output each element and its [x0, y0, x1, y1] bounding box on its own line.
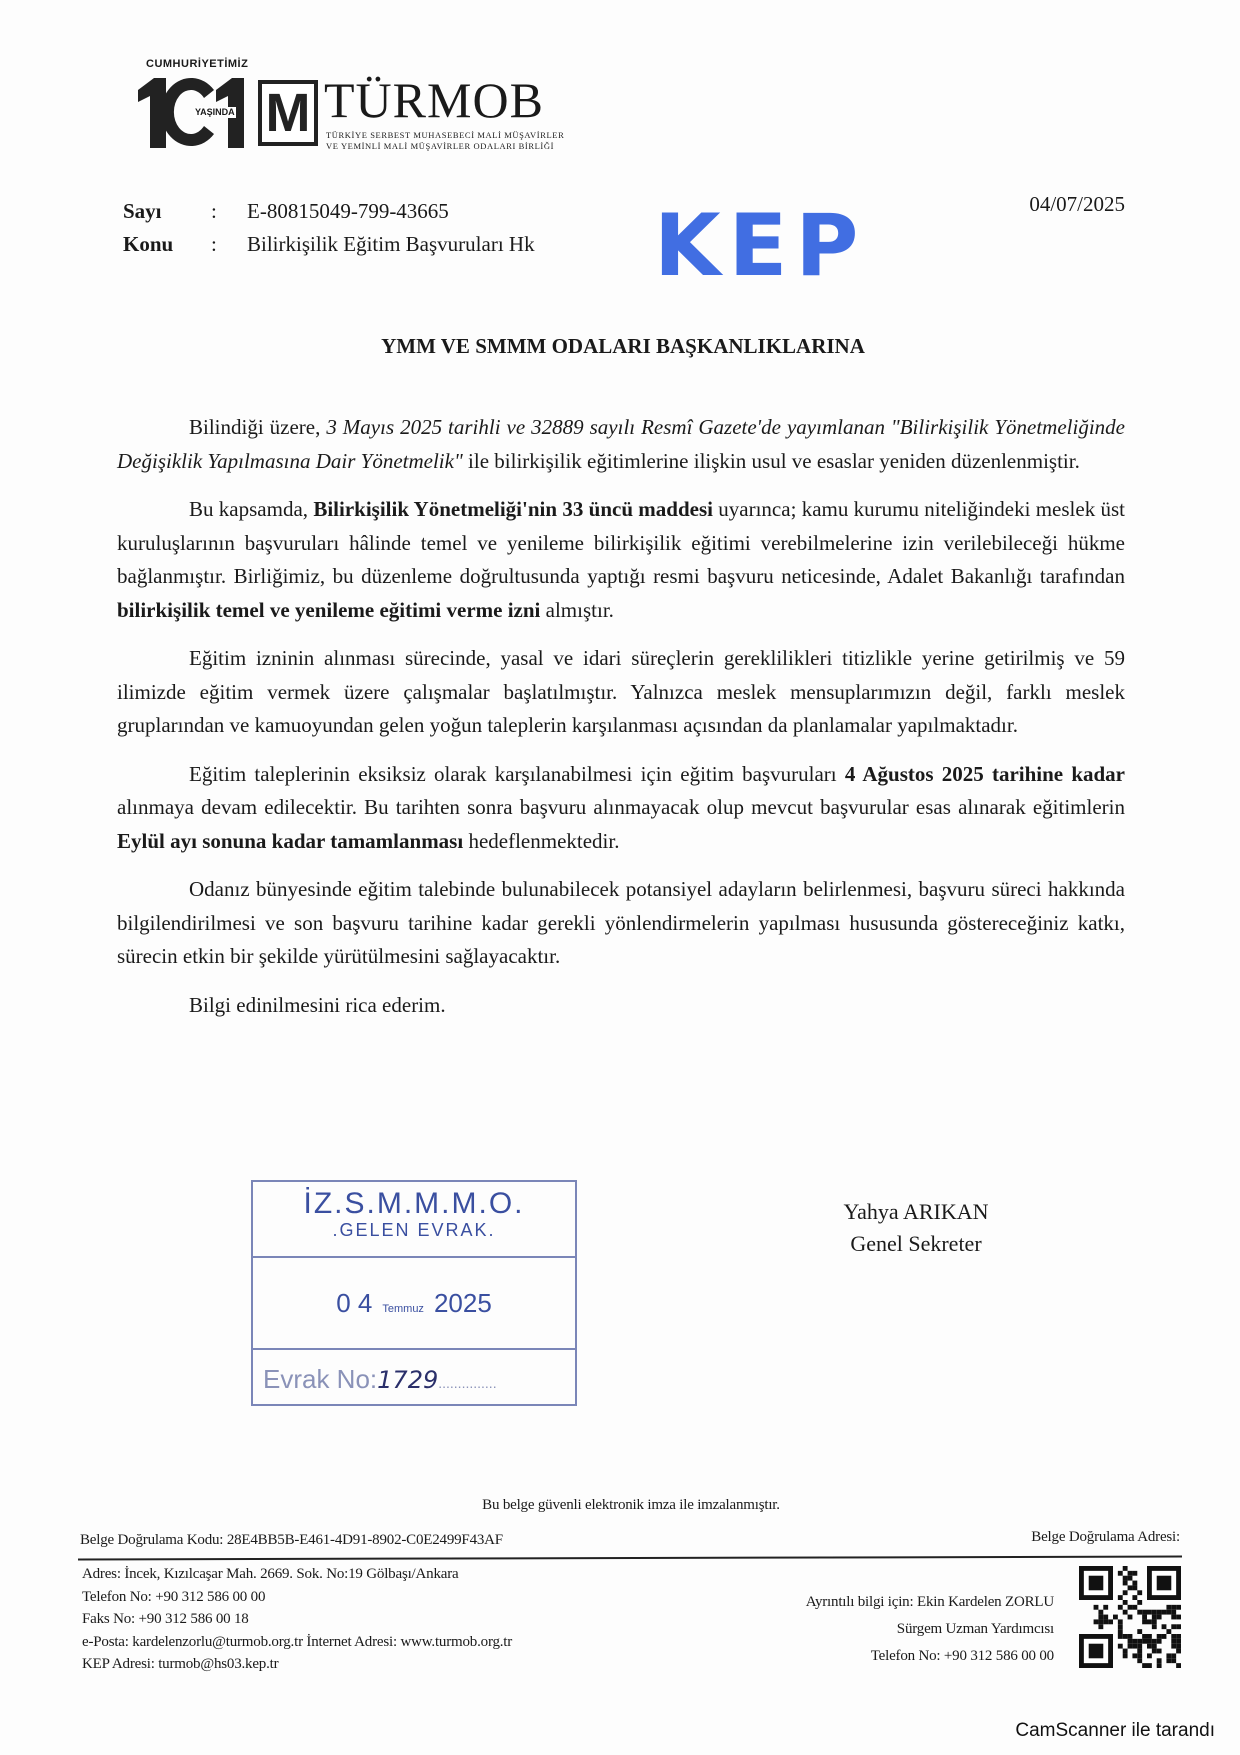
document-meta: Sayı : E-80815049-799-43665 Konu : Bilirkişilik Eğitim Başvuruları Hk — [123, 195, 623, 265]
paragraph-5: Odanız bünyesinde eğitim talebinde bulunabilecek potansiyel adayların belirlenmesi, başvuru süreci hakkında bilgilendirilmesi ve son başvuru tarihine kadar gerekli yönlendirmelerin yapılması hususunda göstereceğiniz katkı, sürecin etkin bir şekilde yürütülmesini sağlayacaktır. — [117, 877, 1125, 968]
letter-body — [117, 411, 1125, 1037]
qr-code — [1079, 1561, 1181, 1673]
paragraph-1: Bilindiği üzere, 3 Mayıs 2025 tarihli ve 32889 sayılı Resmî Gazete'de yayımlanan "Bilirkişilik Yönetmeliğinde Değişiklik Yapılmasına Dair Yönetmelik" ile bilirkişilik eğitimlerine ilişkin usul ve esaslar yeniden düzenlenmiştir. — [117, 415, 1125, 473]
paragraph-3: Eğitim izninin alınması sürecinde, yasal ve idari süreçlerin gereklilikleri titizlikle yerine getirilmiş ve 59 ilimizde eğitim vermek üzere çalışmalar başlatılmıştır. Yalnızca meslek mensuplarımızın değil, farklı meslek gruplarından ve kamuoyundan gelen yoğun taleplerin karşılanması açısından da planlamalar yapılmaktadır. — [117, 646, 1125, 737]
scanner-watermark: CamScanner ile tarandı — [1015, 1720, 1215, 1741]
paragraph-2: Bu kapsamda, Bilirkişilik Yönetmeliği'nin 33 üncü maddesi uyarınca; kamu kurumu niteliğindeki meslek üst kuruluşlarının başvuruları hâlinde temel ve yenileme bilirkişilik eğitimi verebilmelerine izin verilebileceği hükme bağlanmıştır. Birliğimiz, bu düzenleme doğrultusunda yaptığı resmi başvuru neticesinde, Adalet Bakanlığı tarafından bilirkişilik temel ve yenileme eğitimi verme izni almıştır. — [117, 497, 1126, 622]
kep-stamp: KEP — [654, 196, 867, 296]
document-date: 04/07/2025 — [1029, 192, 1125, 216]
document-number: E-80815049-799-43665 — [247, 199, 449, 223]
verification-code: Belge Doğrulama Kodu: 28E4BB5B-E461-4D91-8902-C0E2499F43AF — [80, 1532, 503, 1548]
received-document-stamp: İZ.S.M.M.M.O. .GELEN EVRAK. 0 4 Temmuz 2025 Evrak No:1729............... — [251, 1180, 577, 1406]
evrak-number: 1729 — [377, 1366, 439, 1394]
stamp-date: 0 4 Temmuz 2025 — [253, 1258, 575, 1350]
document-page: CUMHURİYETİMİZ YAŞINDA M TÜRMOB TÜRKİYE SERBEST MUHASEBECİ MALİ MÜŞAVİRLER VE YEMİNLİ MALİ MÜŞAVİRLER ODALARI BİRLİĞİ Sayı : E-80815049-799-43665 Konu : Bilirkişilik Eğitim Başvuruları Hk KEP 04/07/2025 YMM VE SMMM ODALARI BAŞKANLIKLARINA Bilindiği üzere, 3 Mayıs 2025 tarihli ve 32889 sayılı Resmî Gazete'de yayımlanan "Bilirkişilik Yönetmeliğinde Değişiklik Yapılmasına Dair Yönetmelik" ile bilirkişilik eğitimlerine ilişkin usul ve esaslar yeniden düzenlenmiştir. Bu kapsamda, Bilirkişilik Yönetmeliği'nin 33 üncü maddesi uyarınca; kamu kurumu niteliğindeki meslek üst kuruluşlarının başvuruları hâlinde temel ve yenileme bilirkişilik eğitimi verebilmelerine izin verilebileceği hükme bağlanmıştır. Birliğimiz, bu düzenleme doğrultusunda yaptığı resmi başvuru neticesinde, Adalet Bakanlığı tarafından bilirkişilik temel ve yenileme eğitimi verme izni almıştır. Eğitim izninin alınması sürecinde, yasal ve idari süreçlerin gereklilikleri titizlikle yerine getirilmiş ve 59 ilimizde eğitim vermek üzere çalışmalar başlatılmıştır. Yalnızca meslek mensuplarımızın değil, farklı meslek gruplarından ve kamuoyundan gelen yoğun taleplerin karşılanması açısından da planlamalar yapılmaktadır. Eğitim taleplerinin eksiksiz olarak karşılanabilmesi için eğitim başvuruları 4 Ağustos 2025 tarihine kadar alınmaya devam edilecektir. Bu tarihten sonra başvuru alınmayacak olup mevcut başvurular esas alınarak eğitimlerin Eylül ayı sonuna kadar tamamlanması hedeflenmektedir. Odanız bünyesinde eğitim talebinde bulunabilecek potansiyel adayların belirlenmesi, başvuru süreci hakkında bilgilendirilmesi ve son başvuru tarihine kadar gerekli yönlendirmelerin yapılması hususunda göstereceğiniz katkı, sürecin etkin bir şekilde yürütülmesini sağlayacaktır. Bilgi edinilmesini rica ederim. İZ.S.M.M.M.O. .GELEN EVRAK. 0 4 Temmuz 2025 Evrak No:1729............... Yahya ARIKAN Genel Sekreter Bu belge güvenli elektronik imza ile imzalanmıştır. Belge Doğrulama Kodu: 28E4BB5B-E461-4D91-8902-C0E2499F43AF Belge Doğrulama Adresi: Adres: İncek, Kızılcaşar Mah. 2669. Sok. No:19 Gölbaşı/Ankara Telefon No: +90 312 586 00 00 Faks No: +90 312 586 00 18 e-Posta: kardelenzorlu@turmob.org.tr İnternet Adresi: www.turmob.org.tr KEP Adresi: turmob@hs03.kep.tr Ayrıntılı bilgi için: Ekin Kardelen ZORLU Sürgem Uzman Yardımcısı Telefon No: +90 312 586 00 00 CamScanner ile tarandı — [0, 0, 1240, 1755]
verification-address: Belge Doğrulama Adresi: — [1031, 1529, 1180, 1545]
esign-note: Bu belge güvenli elektronik imza ile imzalanmıştır. — [482, 1497, 780, 1513]
signature-block: Yahya ARIKAN Genel Sekreter — [843, 1199, 989, 1256]
website-link[interactable]: www.turmob.org.tr — [400, 1633, 513, 1650]
detail-contact: Ayrıntılı bilgi için: Ekin Kardelen ZORLU Sürgem Uzman Yardımcısı Telefon No: +90 312 586 00 00 — [805, 1594, 1054, 1664]
contact-info: Adres: İncek, Kızılcaşar Mah. 2669. Sok. No:19 Gölbaşı/Ankara Telefon No: +90 312 586 00 00 Faks No: +90 312 586 00 18 e-Posta: kardelenzorlu@turmob.org.tr İnternet Adresi: www.turmob.org.tr KEP Adresi: turmob@hs03.kep.tr — [82, 1566, 513, 1672]
closing: Bilgi edinilmesini rica ederim. — [189, 992, 446, 1017]
paragraph-4: Eğitim taleplerinin eksiksiz olarak karşılanabilmesi için eğitim başvuruları 4 Ağustos 2025 tarihine kadar alınmaya devam edilecektir. Bu tarihten sonra başvuru alınmayacak olup mevcut başvurular esas alınarak eğitimlerin Eylül ayı sonuna kadar tamamlanması hedeflenmektedir. — [117, 761, 1125, 853]
document-subject: Bilirkişilik Eğitim Başvuruları Hk — [247, 232, 535, 256]
footer-divider — [78, 1556, 1182, 1561]
addressee-heading: YMM VE SMMM ODALARI BAŞKANLIKLARINA — [381, 334, 865, 358]
